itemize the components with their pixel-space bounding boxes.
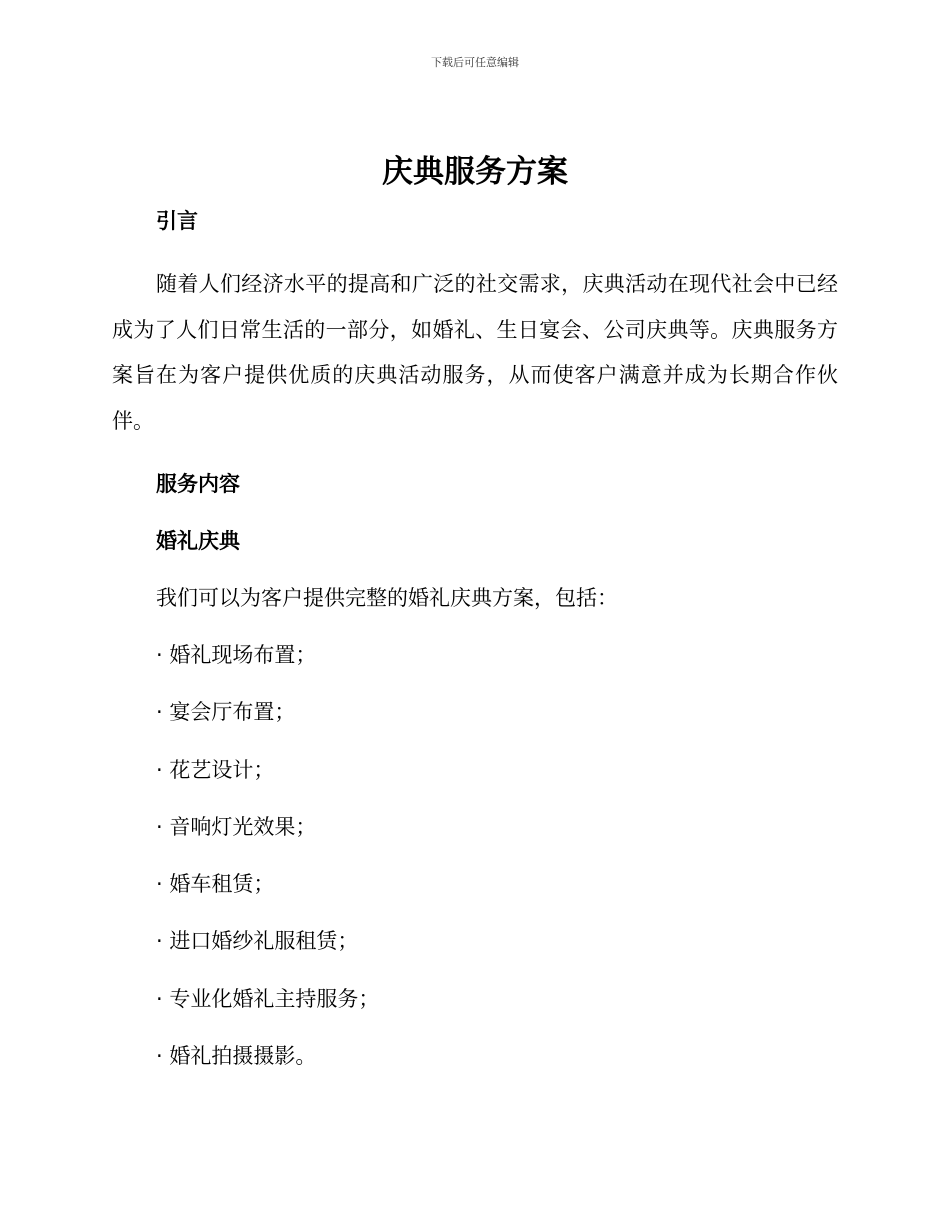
wedding-intro: 我们可以为客户提供完整的婚礼庆典方案，包括：: [156, 586, 618, 610]
document-body: [112, 203, 838, 1095]
wedding-heading: 婚礼庆典: [156, 529, 240, 553]
document-title: 庆典服务方案: [382, 154, 568, 190]
list-item: · 进口婚纱礼服租赁；: [156, 929, 359, 954]
intro-paragraph: 随着人们经济水平的提高和广泛的社交需求，庆典活动在现代社会中已经成为了人们日常生活的一部分，如婚礼、生日宴会、公司庆典等。庆典服务方案旨在为客户提供优质的庆典活动服务，从而使客户满意并成为长期合作伙伴。: [112, 272, 838, 433]
list-item: · 婚礼现场布置；: [156, 643, 317, 667]
list-item: · 婚车租赁；: [156, 872, 275, 897]
header-note: 下载后可任意编辑: [431, 56, 519, 69]
list-item: · 花艺设计；: [156, 757, 275, 782]
intro-heading: 引言: [156, 209, 198, 233]
services-heading: 服务内容: [156, 472, 240, 496]
list-item: · 宴会厅布置；: [156, 700, 296, 725]
list-item: · 音响灯光效果；: [156, 814, 317, 839]
list-item: · 专业化婚礼主持服务；: [156, 986, 380, 1011]
wedding-service-list: [112, 637, 838, 1074]
list-item: · 婚礼拍摄摄影。: [156, 1044, 317, 1069]
